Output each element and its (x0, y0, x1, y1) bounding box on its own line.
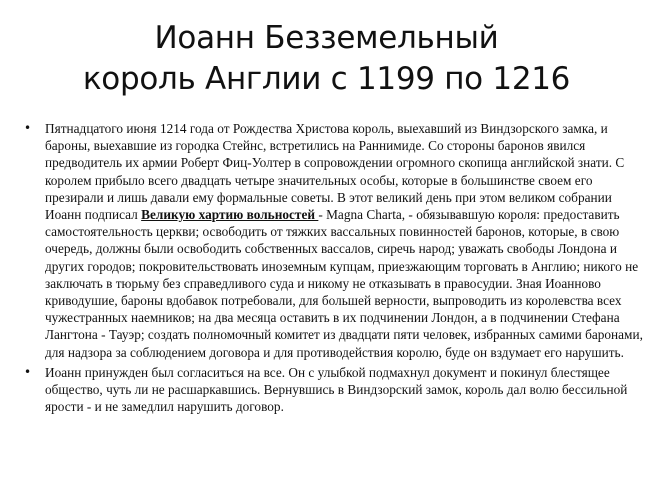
bullet-list (24, 120, 646, 415)
title-line-2: король Англии с 1199 по 1216 (82, 61, 571, 97)
slide-title (0, 18, 653, 100)
bullet-marker: • (24, 364, 32, 379)
bullet-2-text: Иоанн принужден был согласиться на все. Он с улыбкой подмахнул документ и покинул блестящее общество, чуть ли не расшаркавшись. Вернувшись в Виндзорский замок, король дал волю бессильной ярости - и не замедлил нарушить договор. (45, 364, 628, 415)
magna-carta-link[interactable]: Великую хартию вольностей (141, 207, 319, 223)
bullet-1-text-end: - Magna Charta, - обязывавшую короля: предоставить самостоятельность церкви; освободить от тяжких вассальных повинностей баронов, которые, в свою очередь, должны были освободить собственных вассалов, сиречь народ; уважать свободы Лондона и других городов; покровительствовать иноземным купцам, приезжающим торговать в Англию; никого не заключать в тюрьму без справедливого суда и никому не отказывать в правосудии. Зная Иоанново криводушие, бароны вдобавок потребовали, для большей верности, выпроводить из королевства всех чужестранных наемников; на два месяца оставить в их подчинении Лондон, а в подчинении Стефана Лангтона - Тауэр; создать полномочный комитет из двадцати пяти человек, избранных самими баронами, для надзора за соблюдением договора и для противодействия королю, буде он вздумает его нарушить. (45, 207, 643, 360)
bullet-1-text-start: Пятнадцатого июня 1214 года от Рождества Христова король, выехавший из Виндзорского замка, и бароны, выехавшие из городка Стейнс, встретились на Раннимиде. Со стороны баронов явился предводитель их армии Роберт Фиц-Уолтер в сопровождении огромного скопища английской знати. С королем прибыло всего двадцать четыре значительных особы, которые в большинстве своем его презирали и лишь давали ему формальные советы. В этот великий день при этом великом собрании Иоанн подписал (45, 121, 625, 223)
bullet-marker: • (24, 121, 32, 135)
bullet-item-2 (24, 364, 646, 416)
title-line-1: Иоанн Безземельный (154, 20, 499, 56)
bullet-item-1 (24, 120, 646, 361)
